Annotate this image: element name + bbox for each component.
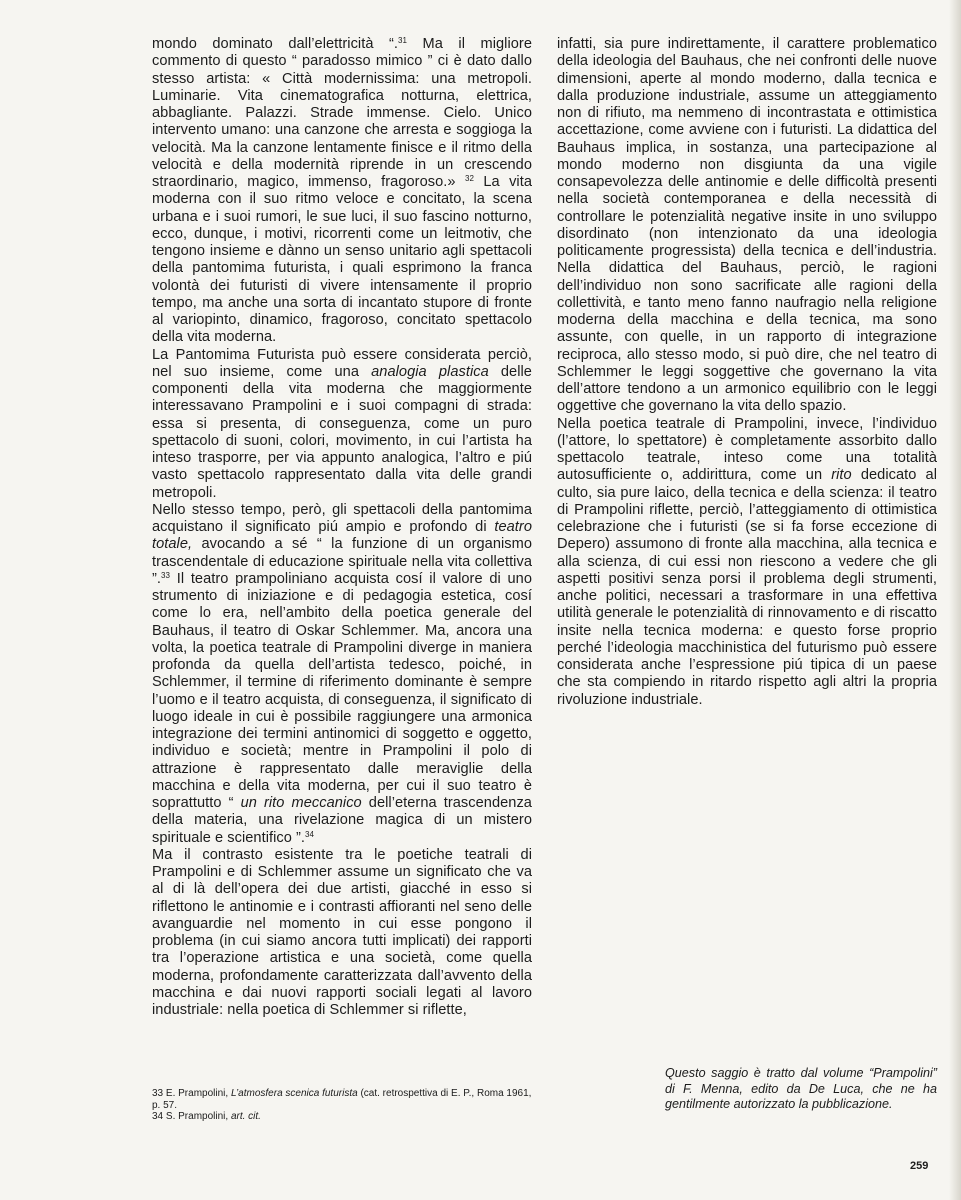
paragraph: Nello stesso tempo, però, gli spettacoli della pantomima acquistano il significato piú ampio e profondo di teatro totale, avocando a sé “ la funzione di un organismo trascendentale di educazione spirituale nella vita collettiva ”.$^{33}$ Il teatro prampoliniano acquista cosí il valore di uno strumento di iniziazione e di pedagogia estetica, cosí come lo era, nell’ambito della poetica generale del Bauhaus, il teatro di Oskar Schlemmer. Ma, ancora una volta, la poetica teatrale di Prampolini diverge in maniera profonda da quella dell’artista tedesco, poiché, in Schlemmer, il termine di riferimento dominante è sempre l’uomo e il teatro acquista, di conseguenza, il significato di luogo ideale in cui è possibile raggiungere una armonica integrazione dei termini antinomici di soggetto e oggetto, individuo e società; mentre in Prampolini il polo di attrazione è rappresentato dalle meraviglie della macchina e della vita moderna, per cui il suo teatro è soprattutto “ un rito meccanico dell’eterna trascendenza della materia, una rivelazione magica di un mistero spirituale e scientifico ”.$^{34}$ xyxy=(152,501,532,846)
footnote: 34 S. Prampolini, art. cit. xyxy=(152,1111,261,1122)
footnotes xyxy=(152,1088,532,1123)
paragraph: La Pantomima Futurista può essere considerata perciò, nel suo insieme, come una analogia plastica delle componenti della vita moderna che maggiormente interessavano Prampolini e i suoi compagni di strada: essa si presenta, di conseguenza, come un puro spettacolo di suoni, colori, movimento, in cui l’artista ha inteso trasporre, per via appunto analogica, l’altro e piú vasto spettacolo rappresentato dalla vita delle grandi metropoli. xyxy=(152,346,532,501)
paragraph: Nella poetica teatrale di Prampolini, invece, l’individuo (l’attore, lo spettatore) è completamente assorbito dallo spettacolo teatrale, inteso come una totalità autosufficiente o, addirittura, come un rito dedicato al culto, sia pure laico, della tecnica e della scienza: il teatro di Prampolini riflette, perciò, l’atteggiamento di ottimistica celebrazione che i futuristi (se si fa forse eccezione di Depero) assumono di fronte alla macchina, alla tecnica e alla scienza, di cui essi non riescono a vedere che gli aspetti positivi senza porsi il problema degli strumenti, anche politici, necessari a trasformare in una effettiva utilità generale le potenzialità di rinnovamento e di riscatto insite nella tecnica moderna: e questo forse proprio perché l’ideologia macchinistica del futurismo può essere considerata anche l’espressione piú tipica di un paese che sta compiendo in ritardo rispetto agli altri la propria rivoluzione industriale. xyxy=(557,415,937,708)
footnote: 33 E. Prampolini, L’atmosfera scenica futurista (cat. retrospettiva di E. P., Roma 1961, p. 57. xyxy=(152,1088,532,1111)
right-column xyxy=(557,36,937,709)
page-number: 259 xyxy=(910,1160,929,1172)
credit-note: Questo saggio è tratto dal volume “Prampolini” di F. Menna, edito da De Luca, che ne ha gentilmente autorizzato la pubblicazione. xyxy=(665,1066,937,1111)
left-column xyxy=(152,36,532,1019)
paragraph: Ma il contrasto esistente tra le poetiche teatrali di Prampolini e di Schlemmer assume un significato che va al di là dell’opera dei due artisti, giacché in esso si riflettono le antinomie e i contrasti affioranti nel seno delle avanguardie nel momento in cui esse pongono il problema (in cui siamo ancora tutti implicati) dei rapporti tra l’operazione artistica e una società, come quella moderna, profondamente caratterizzata dall’avvento della macchina e dai nuovi rapporti sociali legati al lavoro industriale: nella poetica di Schlemmer si riflette, xyxy=(152,846,532,1018)
paragraph: infatti, sia pure indirettamente, il carattere problematico della ideologia del Bauhaus, che nei confronti delle nuove dimensioni, aperte al mondo moderno, dalla tecnica e dalla produzione industriale, assume un atteggiamento non di rifiuto, ma nemmeno di incontrastata e ottimistica accettazione, come avviene con i futuristi. La didattica del Bauhaus implica, in sostanza, una partecipazione al mondo moderno non disgiunta da una vigile consapevolezza delle antinomie e delle difficoltà presenti nella società contemporanea e della necessità di controllare le potenzialità negative insite in uno sviluppo disordinato (non intenzionato da una ideologia politicamente progressista) della tecnica e dell’industria. Nella didattica del Bauhaus, perciò, le ragioni dell’individuo non sono sacrificate alle ragioni della collettività, e tanto meno fanno naufragio nella religione moderna della macchina e della tecnica, ma sono assunte, con quelle, in un rapporto di integrazione reciproca, allo stesso modo, si può dire, che nel teatro di Schlemmer le leggi soggettive che governano la vita dell’attore tendono a un armonico equilibrio con le leggi oggettive che governano la vita dello spazio. xyxy=(557,36,937,415)
page-edge xyxy=(949,0,961,1200)
paragraph: mondo dominato dall’elettricità “.$^{31}$ Ma il migliore commento di questo “ paradosso mimico ” ci è dato dallo stesso artista: « Città modernissima: una metropoli. Luminarie. Vita cinematografica notturna, elettrica, abbagliante. Palazzi. Strade immense. Cielo. Unico intervento umano: una canzone che arresta e soggioga la velocità. Ma la canzone lentamente finisce e il ritmo della velocità e della modernità riprende in un crescendo straordinario, magico, immenso, fragoroso.» $^{32}$ La vita moderna con il suo ritmo veloce e concitato, la scena urbana e i suoi rumori, le sue luci, il suo fascino notturno, ecco, dunque, i motivi, ricorrenti come un leitmotiv, che tengono insieme e dànno un senso unitario agli spettacoli della pantomima futurista, i quali esprimono la franca volontà dei futuristi di vivere intensamente il proprio tempo, ma anche una sorta di incantato stupore di fronte al variopinto, dinamico, fragoroso, concitato spettacolo della vita moderna. xyxy=(152,36,532,346)
